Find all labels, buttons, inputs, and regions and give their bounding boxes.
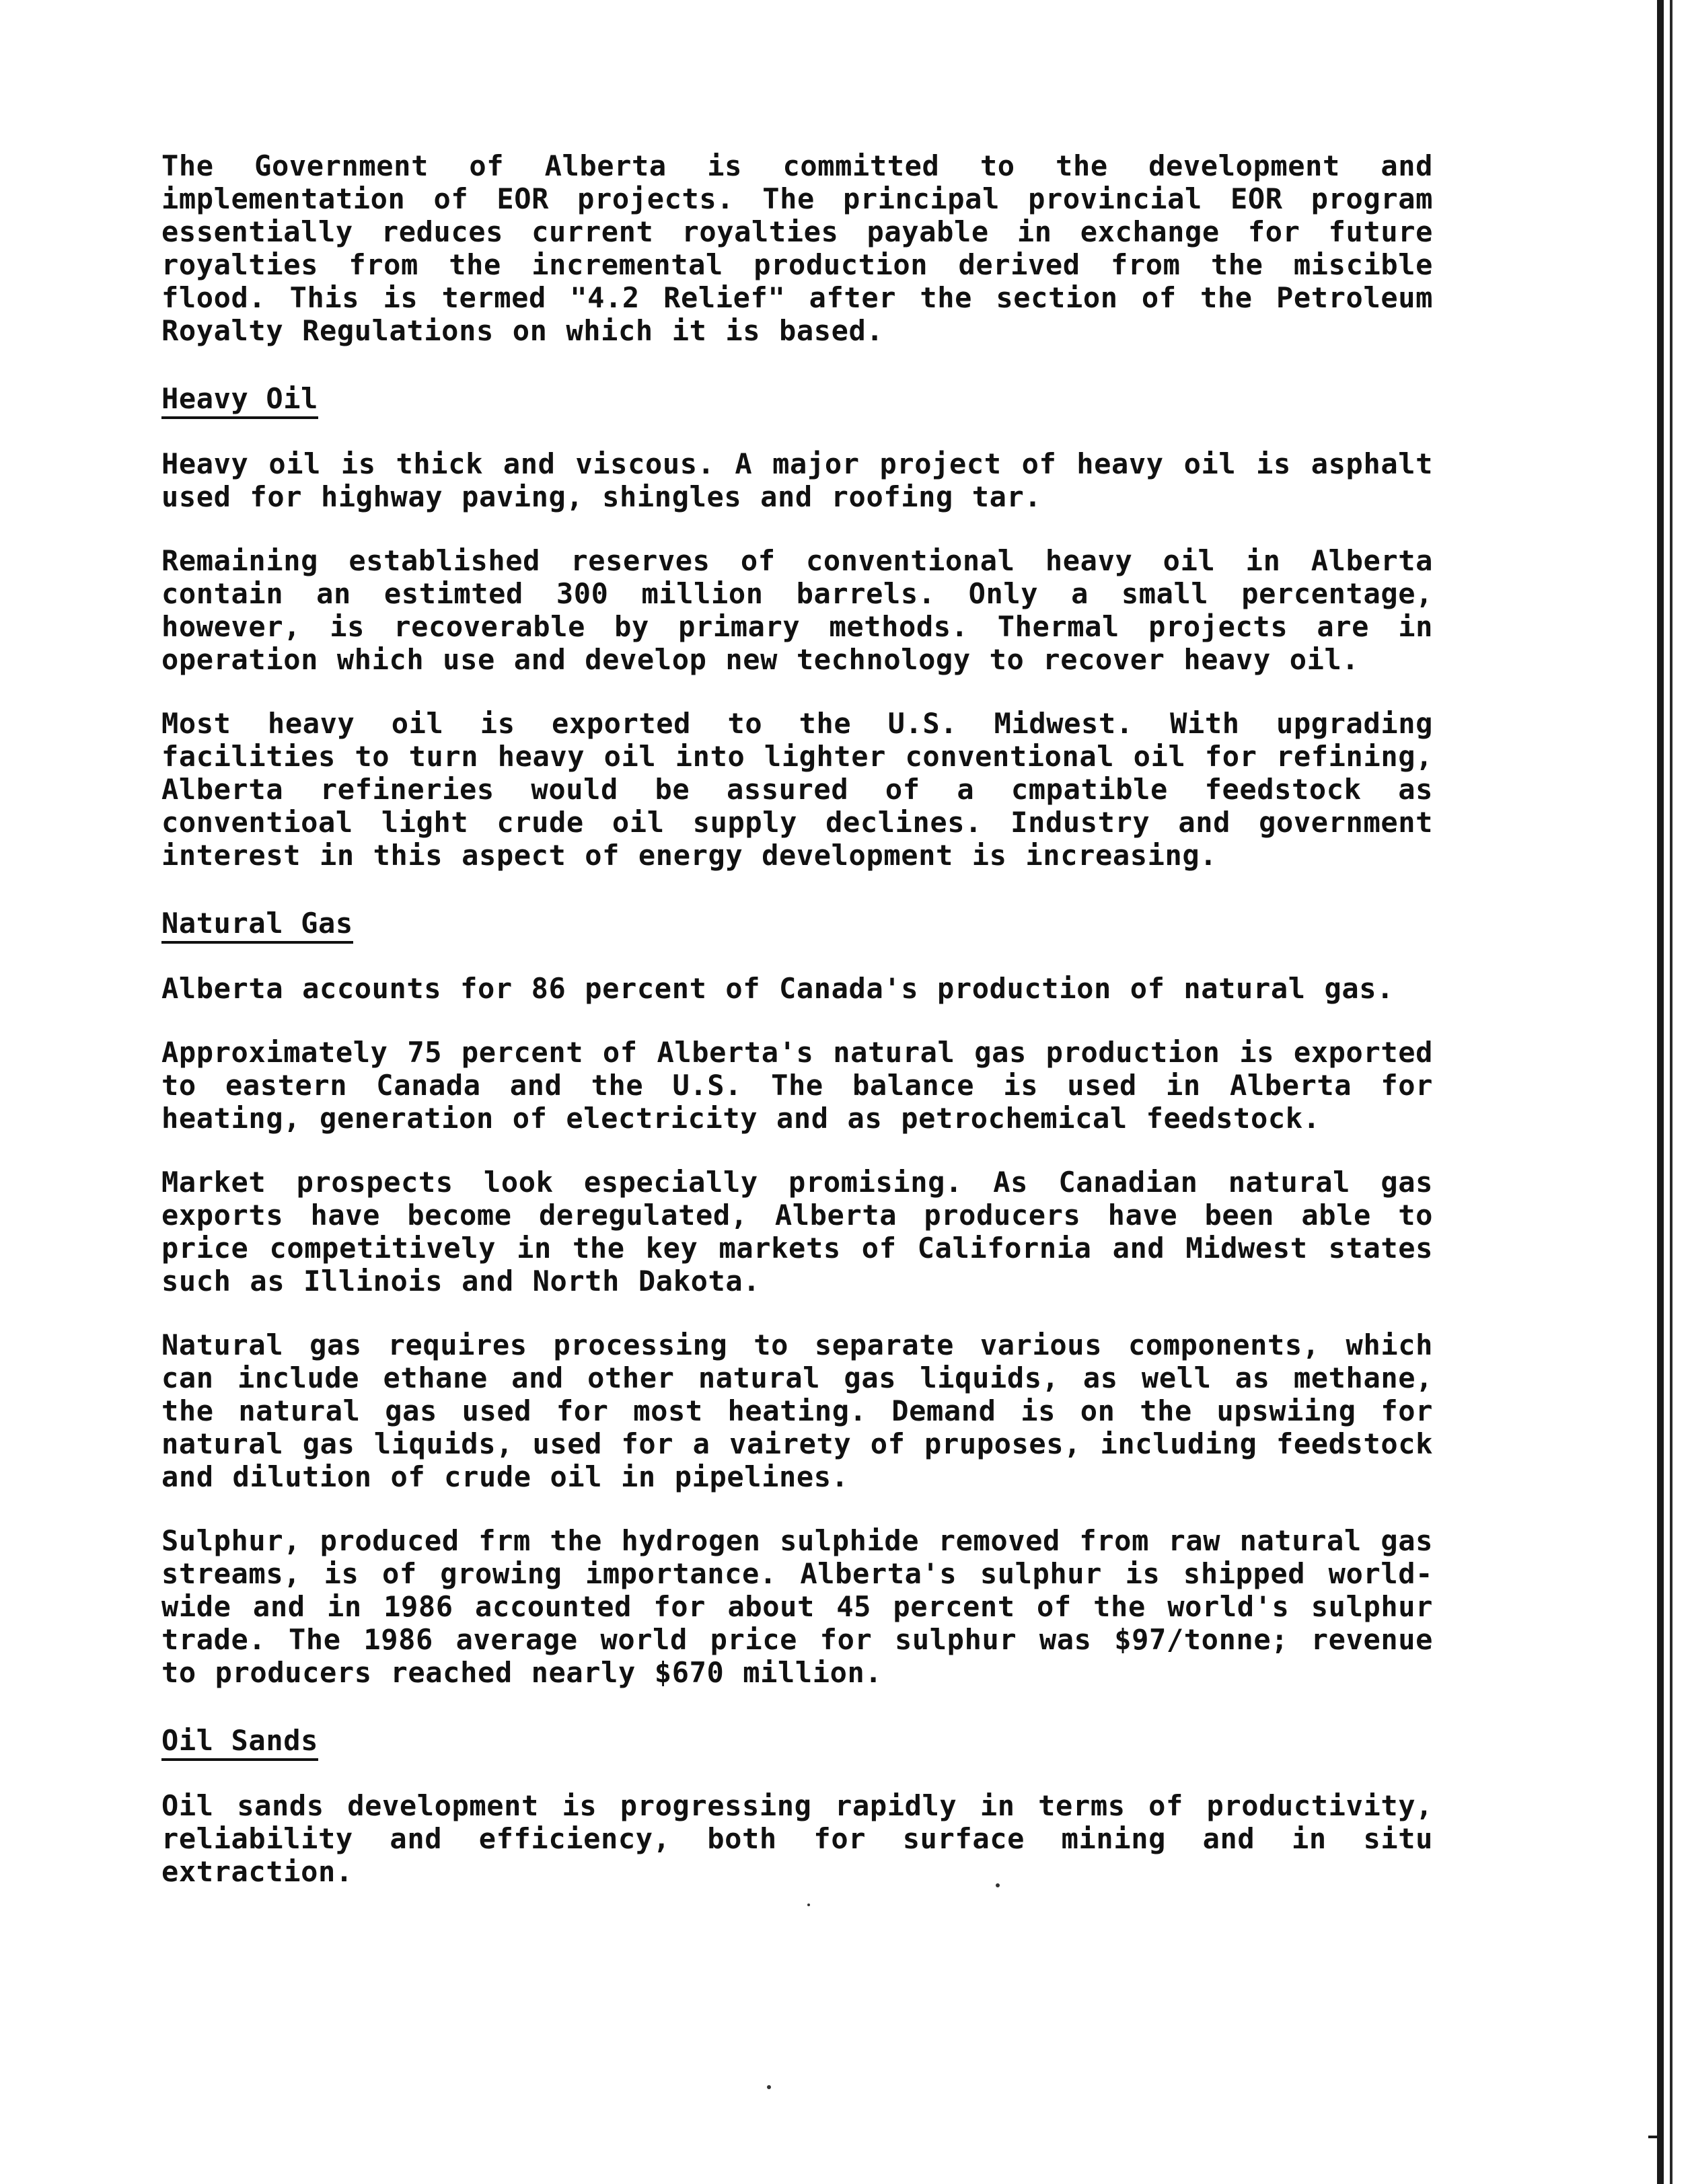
- page-edge-line: [1657, 0, 1664, 2184]
- document-body: [161, 149, 1433, 1919]
- heading-oil-sands: Oil Sands: [161, 1724, 318, 1761]
- paragraph-heavy-oil-3: Most heavy oil is exported to the U.S. Midwest. With upgrading facilities to turn heavy oil into lighter conventional oil for refining, Alberta refineries would be assured of a cmpatible feedstock as conventioal light crude oil supply declines. Industry and government interest in this aspect of energy development is increasing.: [161, 707, 1433, 872]
- paragraph-gas-3: Market prospects look especially promising. As Canadian natural gas exports have become deregulated, Alberta producers have been able to price competitively in the key markets of California and Midwest states such as Illinois and North Dakota.: [161, 1166, 1433, 1297]
- paragraph-heavy-oil-2: Remaining established reserves of conventional heavy oil in Alberta contain an estimted 300 million barrels. Only a small percentage, however, is recoverable by primary methods. Thermal projects are in operation which use and develop new technology to recover heavy oil.: [161, 544, 1433, 676]
- heading-natural-gas: Natural Gas: [161, 907, 353, 944]
- scan-speck: [767, 2085, 771, 2089]
- paragraph-gas-1: Alberta accounts for 86 percent of Canada's production of natural gas.: [161, 972, 1395, 1005]
- heading-heavy-oil: Heavy Oil: [161, 382, 318, 419]
- paragraph-gas-2: Approximately 75 percent of Alberta's natural gas production is exported to eastern Canada and the U.S. The balance is used in Alberta for heating, generation of electricity and as petrochemical feedstock.: [161, 1036, 1433, 1135]
- paragraph-gas-4: Natural gas requires processing to separate various components, which can include ethane and other natural gas liquids, as well as methane, the natural gas used for most heating. Demand is on the upswiing for natural gas liquids, used for a vairety of pruposes, including feedstock and dilution of crude oil in pipelines.: [161, 1328, 1433, 1493]
- page-edge-line-inner: [1670, 0, 1672, 2184]
- page-edge-tick: [1648, 2136, 1662, 2138]
- paragraph-oil-sands-1: Oil sands development is progressing rapidly in terms of productivity, reliability and efficiency, both for surface mining and in situ extraction.: [161, 1789, 1433, 1888]
- paragraph-gas-5: Sulphur, produced frm the hydrogen sulphide removed from raw natural gas streams, is of growing importance. Alberta's sulphur is shipped world-wide and in 1986 accounted for about 45 percent of the world's sulphur trade. The 1986 average world price for sulphur was $97/tonne; revenue to producers reached nearly $670 million.: [161, 1524, 1433, 1689]
- paragraph-heavy-oil-1: Heavy oil is thick and viscous. A major project of heavy oil is asphalt used for highway paving, shingles and roofing tar.: [161, 447, 1433, 513]
- paragraph-eor: The Government of Alberta is committed to the development and implementation of EOR projects. The principal provincial EOR program essentially reduces current royalties payable in exchange for future royalties from the incremental production derived from the miscible flood. This is termed "4.2 Relief" after the section of the Petroleum Royalty Regulations on which it is based.: [161, 149, 1433, 347]
